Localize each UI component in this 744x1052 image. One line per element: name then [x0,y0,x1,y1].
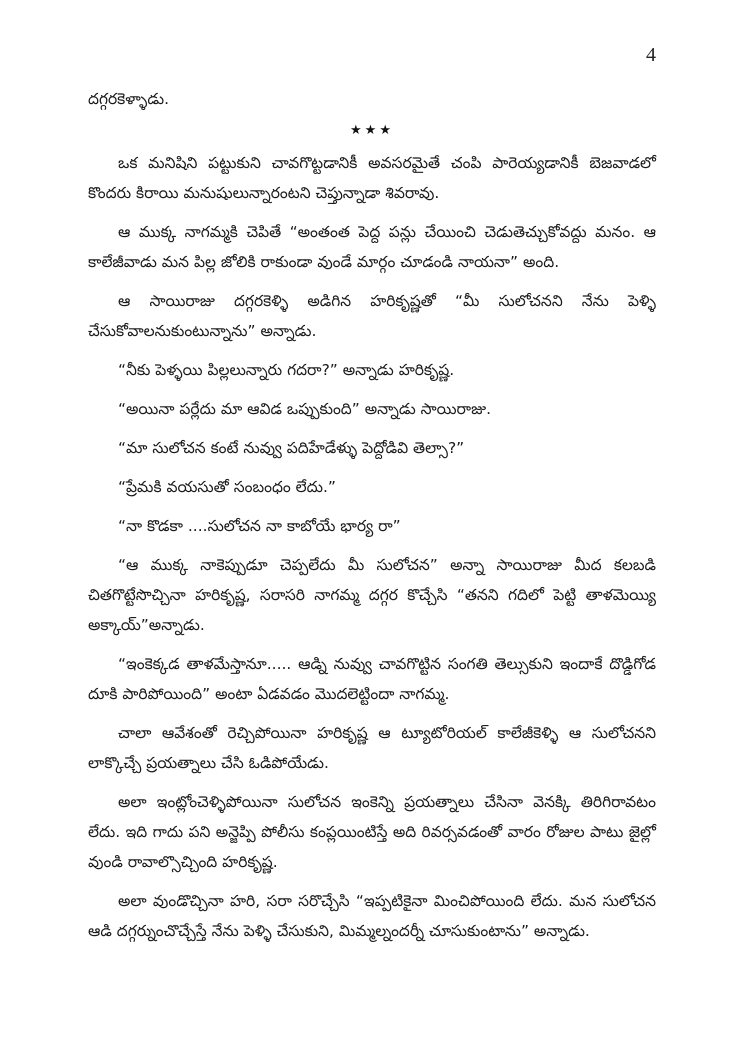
paragraph: ఒక మనిషిని పట్టుకుని చావగొట్టడానికీ అవసరమైతే చంపి పారెయ్యడానికీ బెజవాడలో కొందరు కిరాయి మనుషులున్నారంటని చెప్తున్నాడా శివరావు. [88,154,656,202]
page-number: 4 [646,44,656,66]
paragraph: ఆ సాయిరాజు దగ్గరకెళ్ళి అడిగిన హరికృష్ణతో “మీ సులోచనని నేను పెళ్ళి చేసుకోవాలనుకుంటున్నాను” అన్నాడు. [88,292,656,340]
paragraph: “ఆ ముక్క నాకెప్పుడూ చెప్పలేదు మీ సులోచన” అన్నా సాయిరాజు మీద కలబడి చితగొట్టేసొచ్చినా హరికృష్ణ, సరాసరి నాగమ్మ దగ్గర కొచ్చేసి “తనని గదిలో పెట్టి తాళమెయ్యి అక్కాయ్”అన్నాడు. [88,556,656,634]
dialogue-line: “నా కొడకా ....సులోచన నా కాబోయే భార్య రా” [118,517,401,535]
opening-line: దగ్గరకెళ్ళాడు. [88,90,170,108]
paragraph: అలా ఇంట్లోంచెళ్ళిపోయినా సులోచన ఇంకెన్ని ప్రయత్నాలు చేసినా వెనక్కి తిరిగిరావటం లేదు. ఇది గాదు పని అన్జెప్పి పోలీసు కంప్లయింటిస్తే అది రివర్సవడంతో వారం రోజుల పాటు జైల్లో వుండి రావాల్సొచ్చింది హరికృష్ణ. [88,793,656,871]
dialogue-line: “ప్రేమకి వయసుతో సంబంధం లేదు.” [118,478,336,496]
page-body [88,84,656,955]
paragraph: చాలా ఆవేశంతో రెచ్చిపోయినా హరికృష్ణ ఆ ట్యూటోరియల్ కాలేజీకెళ్ళి ఆ సులోచనని లాక్కొచ్చే ప్రయత్నాలు చేసి ఓడిపోయేడు. [88,724,656,772]
dialogue-line: “మా సులోచన కంటే నువ్వు పదిహేడేళ్ళు పెద్దోడివి తెల్సా?” [118,439,465,457]
dialogue-line: “అయినా పర్లేదు మా ఆవిడ ఒప్పుకుంది” అన్నాడు సాయిరాజు. [118,400,492,418]
section-separator: ★★★ [350,123,394,138]
dialogue-line: “నీకు పెళ్ళయి పిల్లలున్నారు గదరా?” అన్నాడు హరికృష్ణ. [118,361,455,379]
paragraph: “ఇంకెక్కడ తాళమేస్తానూ..... ఆడ్ని నువ్వు చావగొట్టిన సంగతి తెల్సుకుని ఇందాకే దొడ్డిగోడ దూకి పారిపోయింది” అంటా ఏడవడం మొదలెట్టిందా నాగమ్మ. [88,655,656,703]
paragraph: అలా వుండొచ్చినా హరి, సరా సరొచ్చేసి “ఇప్పటికైనా మించిపోయింది లేదు. మన సులోచన ఆడి దగ్గర్నుంచొచ్చేస్తే నేను పెళ్ళి చేసుకుని, మిమ్మల్నందర్నీ చూసుకుంటాను” అన్నాడు. [88,892,656,940]
paragraph: ఆ ముక్క నాగమ్మకి చెపితే “అంతంత పెద్ద పన్లు చేయించి చెడుతెచ్చుకోవద్దు మనం. ఆ కాలేజీవాడు మన పిల్ల జోలికి రాకుండా వుండే మార్గం చూడండి నాయనా” అంది. [88,223,656,271]
